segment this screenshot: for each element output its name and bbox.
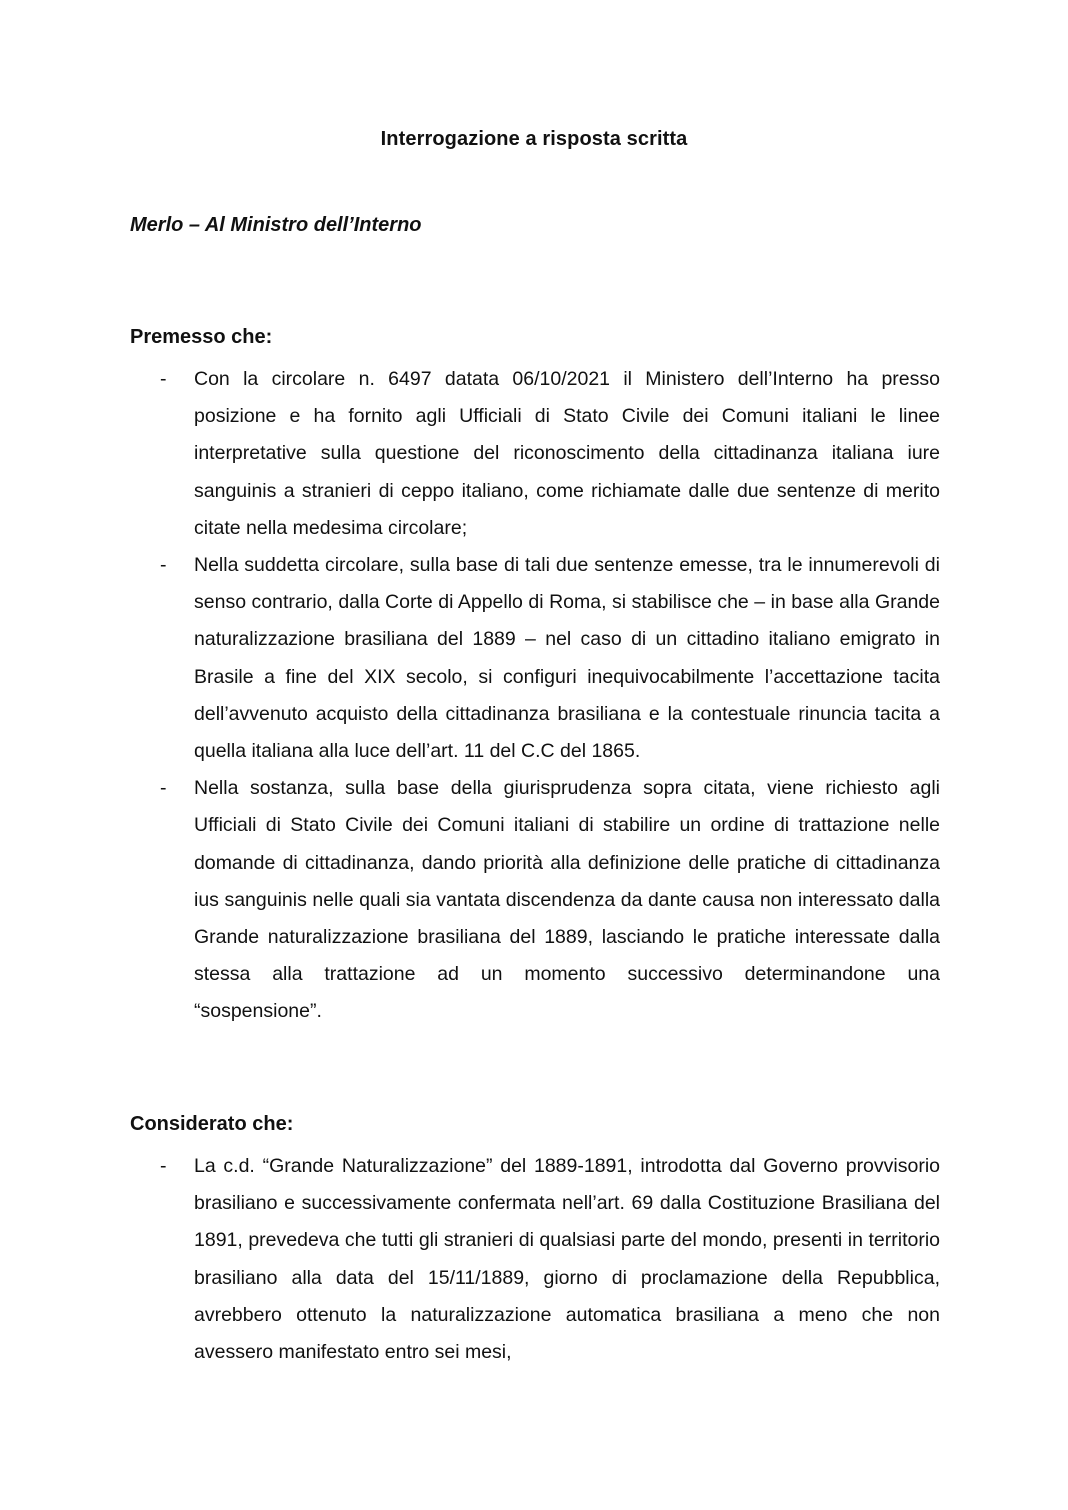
list-item-text: La c.d. “Grande Naturalizzazione” del 1889-1891, introdotta dal Governo provvisorio brasiliano e successivamente confermata nell’art. 69 dalla Costituzione Brasiliana del 1891, prevedeva che tutti gli stranieri di qualsiasi parte del mondo, presenti in territorio brasiliano alla data del 15/11/1889, giorno di proclamazione della Repubblica, avrebbero ottenuto la naturalizzazione automatica brasiliana a meno che non avessero manifestato entro sei mesi, xyxy=(194,1155,940,1364)
list-item xyxy=(130,361,940,547)
addressee-line: Merlo – Al Ministro dell’Interno xyxy=(130,214,422,236)
considerato-list xyxy=(130,1148,940,1371)
list-item-text: Nella suddetta circolare, sulla base di tali due sentenze emesse, tra le innumerevoli di senso contrario, dalla Corte di Appello di Roma, si stabilisce che – in base alla Grande naturalizzazione brasiliana del 1889 – nel caso di un cittadino italiano emigrato in Brasile a fine del XIX secolo, si configuri inequivocabilmente l’accettazione tacita dell’avvenuto acquisto della cittadinanza brasiliana e la contestuale rinuncia tacita a quella italiana alla luce dell’art. 11 del C.C del 1865. xyxy=(194,554,940,763)
list-item xyxy=(130,770,940,1030)
premesso-list xyxy=(130,361,940,1031)
list-item xyxy=(130,1148,940,1371)
list-item-text: Nella sostanza, sulla base della giurisprudenza sopra citata, viene richiesto agli Ufficiali di Stato Civile dei Comuni italiani di stabilire un ordine di trattazione nelle domande di cittadinanza, dando priorità alla definizione delle pratiche di cittadinanza ius sanguinis nelle quali sia vantata discendenza da dante causa non interessato dalla Grande naturalizzazione brasiliana del 1889, lasciando le pratiche interessate dalla stessa alla trattazione ad un momento successivo determinandone una “sospensione”. xyxy=(194,777,940,1023)
section-heading-premesso: Premesso che: xyxy=(130,326,273,348)
section-heading-considerato: Considerato che: xyxy=(130,1113,294,1135)
bullet-dash: - xyxy=(160,368,167,390)
document-title: Interrogazione a risposta scritta xyxy=(380,128,688,150)
list-item-text: Con la circolare n. 6497 datata 06/10/2021 il Ministero dell’Interno ha presso posizione e ha fornito agli Ufficiali di Stato Civile dei Comuni italiani le linee interpretative sulla questione del riconoscimento della cittadinanza italiana iure sanguinis a stranieri di ceppo italiano, come richiamate dalle due sentenze di merito citate nella medesima circolare; xyxy=(194,368,940,539)
bullet-dash: - xyxy=(160,1155,167,1177)
bullet-dash: - xyxy=(160,777,167,800)
list-item xyxy=(130,547,940,770)
bullet-dash: - xyxy=(160,554,167,577)
